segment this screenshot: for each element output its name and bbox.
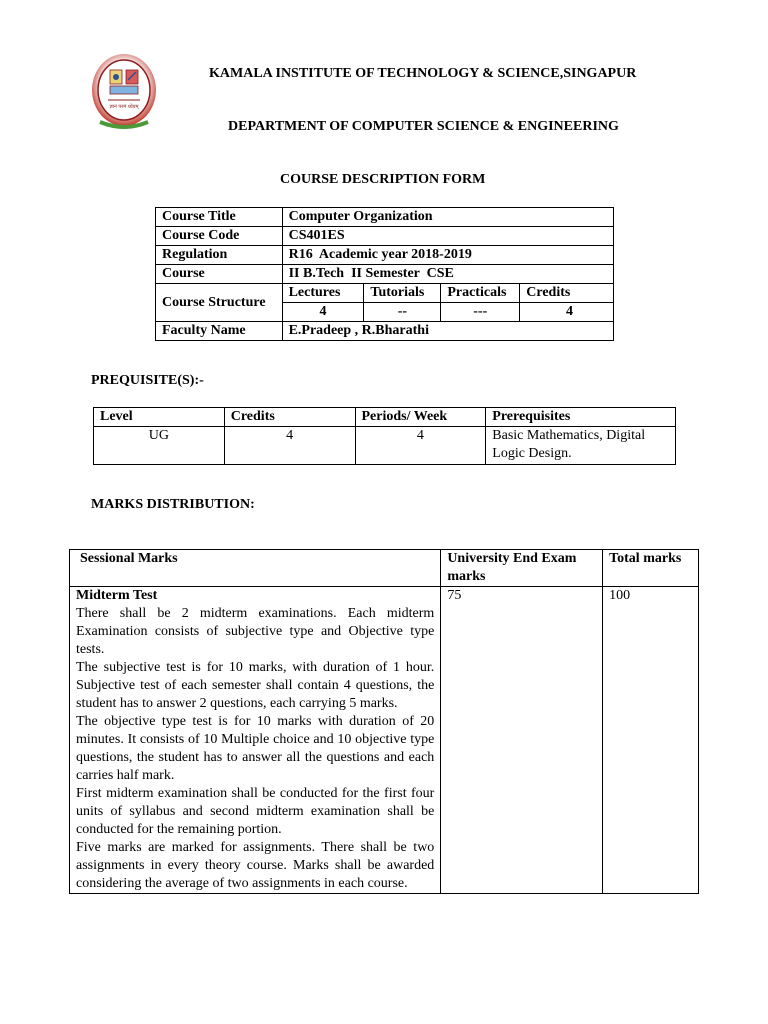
structure-header-lectures: Lectures [282, 284, 364, 303]
table-row [156, 322, 614, 341]
course-title-value: Computer Organization [282, 208, 613, 227]
structure-value-lectures: 4 [282, 303, 364, 322]
course-label: Course [156, 265, 283, 284]
institute-name: KAMALA INSTITUTE OF TECHNOLOGY & SCIENCE,SINGAPUR [209, 66, 637, 81]
prereq-header-credits: Credits [224, 408, 355, 427]
table-row [156, 265, 614, 284]
structure-header-tutorials: Tutorials [364, 284, 441, 303]
prereq-credits: 4 [224, 427, 355, 465]
structure-value-practicals: --- [441, 303, 520, 322]
prerequisite-heading: PREQUISITE(S):- [91, 373, 204, 388]
table-row [70, 587, 699, 894]
regulation-value: R16 Academic year 2018-2019 [282, 246, 613, 265]
marks-header-sessional: Sessional Marks [70, 550, 441, 587]
midterm-paragraph-5: Five marks are marked for assignments. There shall be two assignments in every theory course. Marks shall be awarded considering the average of two assignments in each course. [76, 840, 435, 891]
table-row [94, 427, 676, 465]
table-row [156, 208, 614, 227]
midterm-paragraph-2: The subjective test is for 10 marks, with duration of 1 hour. Subjective test of each semester shall contain 4 questions, the student has to answer 2 questions, each carrying 5 marks. [76, 660, 435, 711]
course-code-label: Course Code [156, 227, 283, 246]
table-row [70, 550, 699, 587]
prereq-header-level: Level [94, 408, 225, 427]
department-name: DEPARTMENT OF COMPUTER SCIENCE & ENGINEERING [228, 119, 619, 134]
midterm-paragraph-4: First midterm examination shall be conducted for the first four units of syllabus and second midterm examination shall be conducted for the remaining portion. [76, 786, 435, 837]
prereq-periods: 4 [355, 427, 486, 465]
structure-value-credits: 4 [520, 303, 614, 322]
sessional-marks-detail [70, 587, 441, 894]
institute-logo [90, 52, 158, 132]
marks-header-total: Total marks [603, 550, 699, 587]
course-info-table [155, 207, 614, 341]
structure-value-tutorials: -- [364, 303, 441, 322]
marks-distribution-table [69, 549, 699, 894]
course-code-value: CS401ES [282, 227, 613, 246]
course-title-label: Course Title [156, 208, 283, 227]
total-marks: 100 [603, 587, 699, 894]
table-row [94, 408, 676, 427]
course-value: II B.Tech II Semester CSE [282, 265, 613, 284]
prereq-header-prerequisites: Prerequisites [486, 408, 676, 427]
structure-header-credits: Credits [520, 284, 614, 303]
regulation-label: Regulation [156, 246, 283, 265]
table-row [156, 246, 614, 265]
midterm-paragraph-3: The objective type test is for 10 marks with duration of 20 minutes. It consists of 10 Multiple choice and 10 objective type questions, the student has to answer all the questions and each carries half mark. [76, 714, 435, 783]
prereq-level: UG [94, 427, 225, 465]
form-title: COURSE DESCRIPTION FORM [280, 172, 486, 187]
logo-motto: ज्ञानं परमं ध्येयम् [109, 104, 139, 110]
end-exam-marks: 75 [441, 587, 603, 894]
midterm-paragraph-1: There shall be 2 midterm examinations. Each midterm Examination consists of subjective type and Objective type tests. [76, 606, 435, 657]
faculty-value: E.Pradeep , R.Bharathi [282, 322, 613, 341]
table-row [156, 284, 614, 303]
prereq-header-periods: Periods/ Week [355, 408, 486, 427]
prereq-subjects: Basic Mathematics, Digital Logic Design. [486, 427, 676, 465]
faculty-label: Faculty Name [156, 322, 283, 341]
marks-distribution-heading: MARKS DISTRIBUTION: [91, 497, 255, 512]
structure-header-practicals: Practicals [441, 284, 520, 303]
table-row [156, 227, 614, 246]
prerequisite-table [93, 407, 676, 465]
marks-header-end-exam: University End Exam marks [441, 550, 603, 587]
course-structure-label: Course Structure [156, 284, 283, 322]
midterm-test-title: Midterm Test [76, 588, 158, 603]
